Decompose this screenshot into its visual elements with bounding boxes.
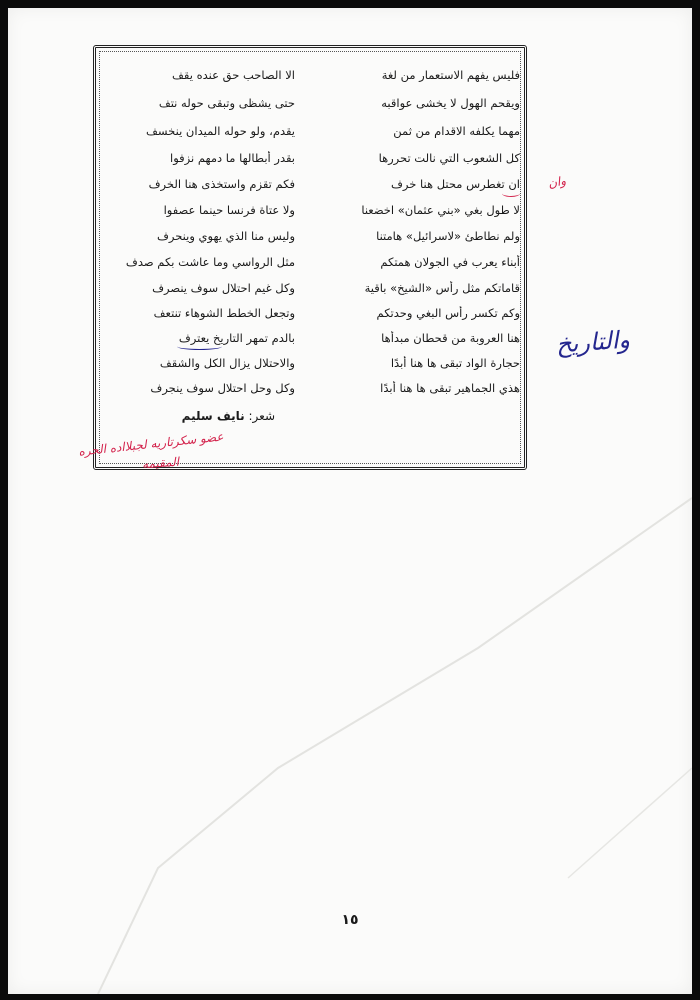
verse-first-hemistich: حجارة الواد تبقى ها هنا أبدًا: [390, 356, 520, 370]
handwritten-red-margin-note: وان: [546, 173, 568, 191]
verse-second-hemistich: بالدم تمهر التاريخ يعترف: [178, 331, 295, 345]
red-pen-underline: [502, 190, 520, 197]
verse-second-hemistich: وتجعل الخطط الشوهاء تنتعف: [153, 306, 295, 320]
verse-first-hemistich: ويقحم الهول لا يخشى عواقبه: [381, 96, 520, 110]
verse-second-hemistich: فكم تقزم واستخذى هنا الخرف: [148, 177, 295, 191]
verse-row: [100, 68, 520, 90]
verse-first-hemistich: ولم نطاطئ «لاسرائيل» هامتنا: [376, 229, 520, 243]
verse-second-hemistich: وليس منا الذي يهوي وينحرف: [156, 229, 295, 243]
verse-row: [100, 203, 520, 225]
verse-row: [100, 331, 520, 353]
verse-second-hemistich: بقدر أبطالها ما دمهم نزفوا: [170, 151, 295, 165]
verse-second-hemistich: والاحتلال يزال الكل والشقف: [159, 356, 295, 370]
verse-second-hemistich: الا الصاحب حق عنده يقف: [172, 68, 295, 82]
credit-label: شعر:: [248, 409, 275, 423]
verse-first-hemistich: وكم تكسر رأس البغي وحدتكم: [376, 306, 520, 320]
verse-row: [100, 151, 520, 173]
verse-row: [100, 356, 520, 378]
blue-pen-underline: [177, 343, 222, 350]
handwritten-red-note-line2: المقيمه: [141, 454, 180, 472]
verse-first-hemistich: هذي الجماهير تبقى ها هنا أبدًا: [380, 381, 520, 395]
verse-first-hemistich: لا طول بغي «بني عثمان» اخضعنا: [361, 203, 520, 217]
verse-row: [100, 177, 520, 199]
verse-second-hemistich: وكل وحل احتلال سوف ينجرف: [150, 381, 295, 395]
page-number: ١٥: [341, 912, 359, 928]
verse-row: [100, 281, 520, 303]
handwritten-red-note-line1: عضو سكرتاريه لجبلااده الحره: [77, 429, 225, 459]
verse-first-hemistich: مهما يكلفه الاقدام من ثمن: [393, 124, 520, 138]
verse-first-hemistich: فليس يفهم الاستعمار من لغة: [381, 68, 520, 82]
verse-second-hemistich: يقدم، ولو حوله الميدان ينخسف: [146, 124, 295, 138]
verse-second-hemistich: حتى يشظى وتبقى حوله نتف: [158, 96, 295, 110]
verse-first-hemistich: هنا العروبة من قحطان مبدأها: [381, 331, 520, 345]
verse-first-hemistich: ان تغطرس محتل هنا خرف: [390, 177, 520, 191]
verse-row: [100, 255, 520, 277]
verse-first-hemistich: كل الشعوب التي نالت تحررها: [378, 151, 520, 165]
verse-second-hemistich: وكل غيم احتلال سوف ينصرف: [152, 281, 295, 295]
verse-row: [100, 381, 520, 403]
verse-row: [100, 229, 520, 251]
verse-second-hemistich: ولا عتاة فرنسا حينما عصفوا: [163, 203, 295, 217]
verse-first-hemistich: أبناء يعرب في الجولان همتكم: [380, 255, 520, 269]
verse-row: [100, 96, 520, 118]
verse-first-hemistich: قاماتكم مثل رأس «الشيخ» باقية: [364, 281, 520, 295]
verse-row: [100, 306, 520, 328]
poet-credit: [105, 409, 275, 423]
verse-row: [100, 124, 520, 146]
handwritten-blue-margin-note: والتاريخ: [555, 325, 631, 359]
verse-second-hemistich: مثل الرواسي وما عاشت بكم صدف: [125, 255, 295, 269]
poet-name: نايف سليم: [181, 409, 245, 423]
